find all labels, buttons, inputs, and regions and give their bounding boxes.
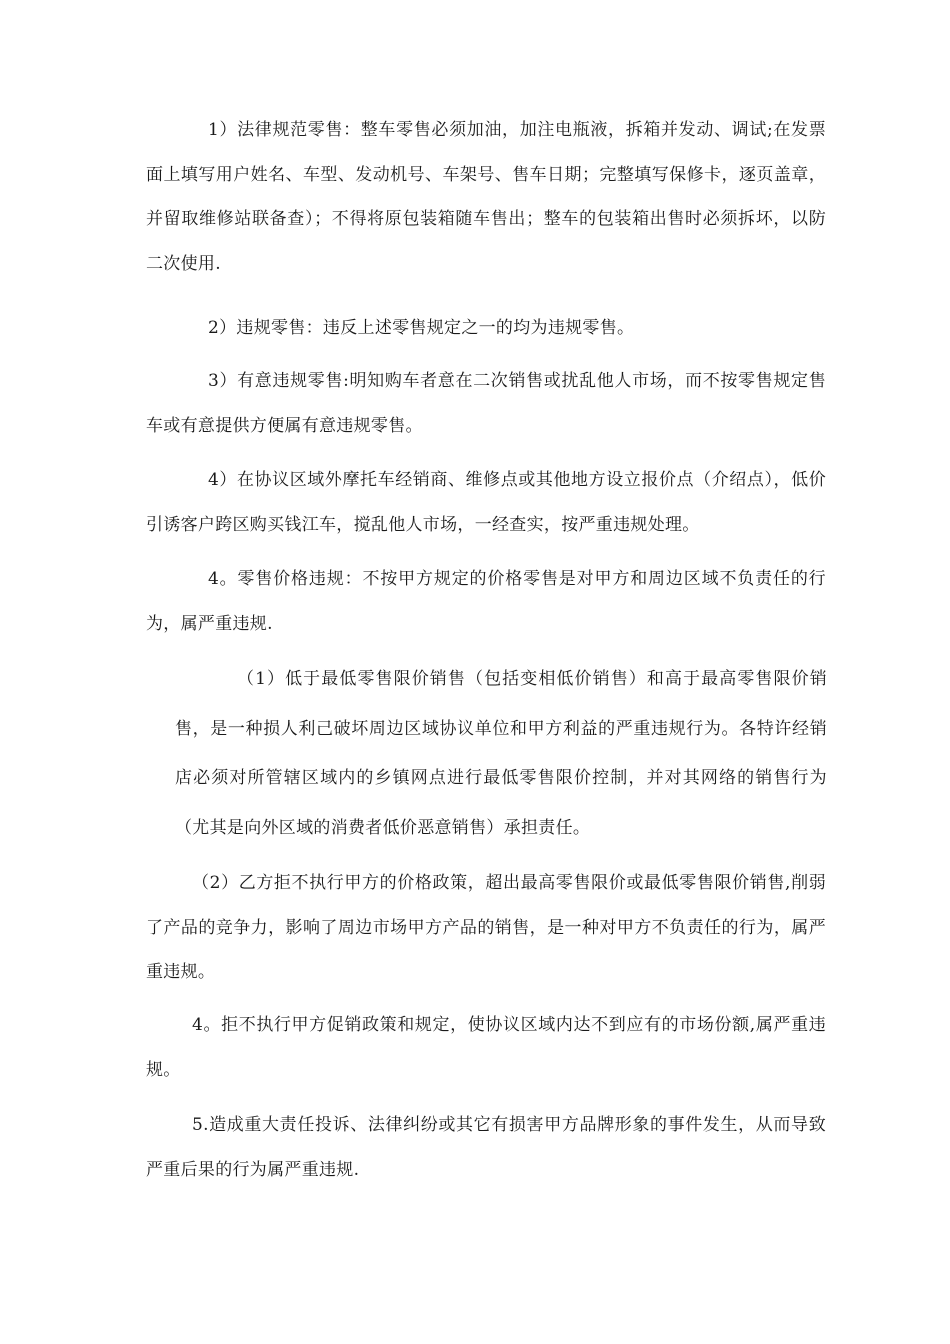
paragraph-intentional-violation: 3）有意违规零售:明知购车者意在二次销售或扰乱他人市场，而不按零售规定售车或有意提供方便属有意违规零售。 xyxy=(146,371,826,436)
paragraph-brand-damage: 5.造成重大责任投诉、法律纠纷或其它有损害甲方品牌形象的事件发生，从而导致严重后果的行为属严重违规. xyxy=(146,1115,826,1180)
paragraph-legal-retail: 1）法律规范零售：整车零售必须加油，加注电瓶液，拆箱并发动、调试;在发票面上填写用户姓名、车型、发动机号、车架号、售车日期；完整填写保修卡，逐页盖章，并留取维修站联备查）；不得将原包装箱随车售出；整车的包装箱出售时必须拆坏，以防二次使用. xyxy=(146,120,826,274)
paragraph-price-limit-1: （1）低于最低零售限价销售（包括变相低价销售）和高于最高零售限价销售，是一种损人利己破坏周边区域协议单位和甲方利益的严重违规行为。各特许经销店必须对所管辖区域内的乡镇网点进行最低零售限价控制，并对其网络的销售行为（尤其是向外区域的消费者低价恶意销售）承担责任。 xyxy=(175,669,827,838)
paragraph-quote-points: 4）在协议区域外摩托车经销商、维修点或其他地方设立报价点（介绍点），低价引诱客户跨区购买钱江车，搅乱他人市场，一经查实，按严重违规处理。 xyxy=(146,470,826,535)
paragraph-promotion-policy: 4。拒不执行甲方促销政策和规定，使协议区域内达不到应有的市场份额,属严重违规。 xyxy=(146,1015,826,1080)
paragraph-price-violation: 4。零售价格违规：不按甲方规定的价格零售是对甲方和周边区域不负责任的行为，属严重违规. xyxy=(146,569,826,634)
paragraph-violating-retail: 2）违规零售：违反上述零售规定之一的均为违规零售。 xyxy=(208,318,635,338)
paragraph-price-limit-2: （2）乙方拒不执行甲方的价格政策，超出最高零售限价或最低零售限价销售,削弱了产品的竞争力，影响了周边市场甲方产品的销售，是一种对甲方不负责任的行为，属严重违规。 xyxy=(146,873,826,982)
